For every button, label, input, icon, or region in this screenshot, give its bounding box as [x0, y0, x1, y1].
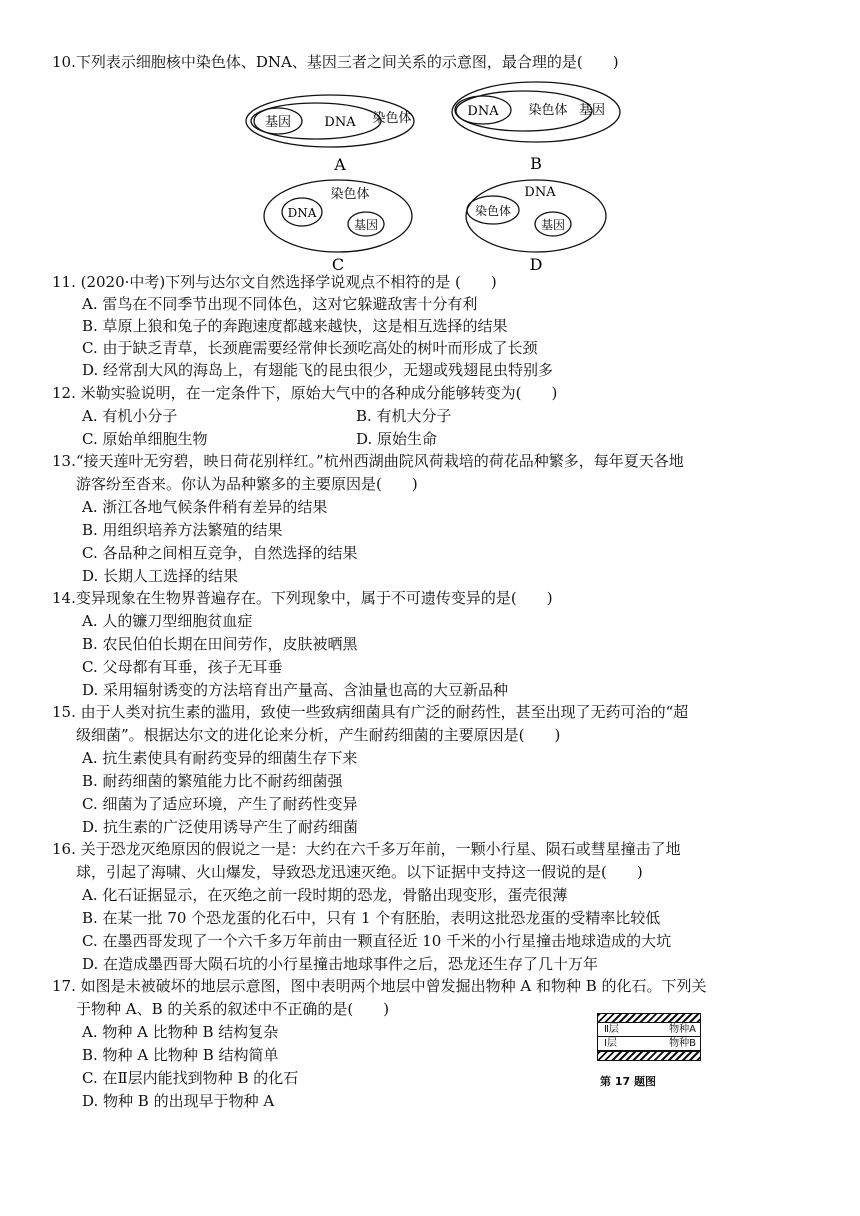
diagram-b-inner: DNA — [467, 104, 499, 119]
q13-option-c: C. 各品种之间相互竞争，自然选择的结果 — [82, 544, 358, 562]
q15-option-c: C. 细菌为了适应环境，产生了耐药性变异 — [82, 795, 358, 813]
top-hatch — [597, 1013, 701, 1023]
diagram-c — [264, 180, 412, 274]
q13-stem-line2: 游客纷至沓来。你认为品种繁多的主要原因是( ) — [76, 475, 418, 493]
q15-stem-line2: 级细菌”。根据达尔文的进化论来分析，产生耐药细菌的主要原因是( ) — [76, 726, 561, 744]
layer-1 — [597, 1036, 701, 1051]
diagram-a-outer: 染色体 — [372, 111, 412, 126]
diagram-c-left: DNA — [287, 206, 317, 220]
q12-option-a: A. 有机小分子 — [82, 407, 178, 425]
q17-option-a: A. 物种 A 比物种 B 结构复杂 — [82, 1023, 279, 1041]
diagram-c-label: C — [331, 255, 345, 274]
q16-stem-line1: 16. 关于恐龙灭绝原因的假说之一是：大约在六千多万年前，一颗小行星、陨石或彗星撞击了地 — [52, 840, 681, 858]
diagram-c-right: 基因 — [353, 218, 379, 232]
q17-stem-line2: 于物种 A、B 的关系的叙述中不正确的是( ) — [76, 1000, 390, 1018]
q12-option-c: C. 原始单细胞生物 — [82, 430, 208, 448]
q16-option-b: B. 在某一批 70 个恐龙蛋的化石中，只有 1 个有胚胎，表明这批恐龙蛋的受精率比较低 — [82, 909, 661, 927]
q10-stem: 10.下列表示细胞核中染色体、DNA、基因三者之间关系的示意图，最合理的是( ) — [52, 53, 619, 71]
diagram-b-outer: 基因 — [578, 103, 606, 118]
q13-option-b: B. 用组织培养方法繁殖的结果 — [82, 521, 283, 539]
diagram-d-left: 染色体 — [474, 204, 512, 218]
diagram-d — [466, 180, 606, 274]
q10-diagram — [230, 76, 630, 276]
q16-option-a: A. 化石证据显示，在灭绝之前一段时期的恐龙，骨骼出现变形，蛋壳很薄 — [82, 886, 568, 904]
q17-stem-line1: 17. 如图是未被破坏的地层示意图，图中表明两个地层中曾发掘出物种 A 和物种 B 的化石。下列关 — [52, 977, 707, 995]
diagram-d-right: 基因 — [540, 218, 566, 232]
layer-1-label: Ⅰ层 — [604, 1038, 617, 1049]
q13-stem-line1: 13.“接天莲叶无穷碧，映日荷花别样红。”杭州西湖曲院风荷栽培的荷花品种繁多，每年夏天各地 — [52, 452, 684, 470]
layer-1-species: 物种B — [669, 1038, 696, 1049]
q11-option-a: A. 雷鸟在不同季节出现不同体色，这对它躲避敌害十分有利 — [82, 295, 478, 313]
q13-option-d: D. 长期人工选择的结果 — [82, 567, 239, 585]
q11-option-c: C. 由于缺乏青草，长颈鹿需要经常伸长颈吃高处的树叶而形成了长颈 — [82, 339, 538, 357]
diagram-a-middle: DNA — [324, 115, 356, 130]
q15-option-a: A. 抗生素使具有耐药变异的细菌生存下来 — [82, 749, 358, 767]
q17-strata-figure — [597, 1013, 707, 1069]
diagram-a-label: A — [334, 155, 346, 174]
diagram-b-middle: 染色体 — [528, 103, 568, 118]
diagram-b-label: B — [530, 154, 542, 173]
diagram-a-inner: 基因 — [264, 115, 292, 130]
q15-stem-line1: 15. 由于人类对抗生素的滥用，致使一些致病细菌具有广泛的耐药性，甚至出现了无药可治的“超 — [52, 703, 689, 721]
q11-option-d: D. 经常刮大风的海岛上，有翅能飞的昆虫很少，无翅或残翅昆虫特别多 — [82, 361, 554, 379]
q16-stem-line2: 球，引起了海啸、火山爆发，导致恐龙迅速灭绝。以下证据中支持这一假说的是( ) — [76, 863, 643, 881]
layer-2-label: Ⅱ层 — [604, 1024, 619, 1035]
diagram-b — [452, 82, 620, 173]
q11-stem: 11. (2020·中考)下列与达尔文自然选择学说观点不相符的是 ( ) — [52, 273, 497, 291]
q17-option-d: D. 物种 B 的出现早于物种 A — [82, 1092, 275, 1110]
q13-option-a: A. 浙江各地气候条件稍有差异的结果 — [82, 498, 328, 516]
layer-2 — [597, 1023, 701, 1036]
diagram-d-label: D — [529, 255, 543, 274]
q15-option-b: B. 耐药细菌的繁殖能力比不耐药细菌强 — [82, 772, 343, 790]
q14-option-d: D. 采用辐射诱变的方法培育出产量高、含油量也高的大豆新品种 — [82, 681, 509, 699]
q17-figure-caption: 第 17 题图 — [600, 1075, 656, 1088]
layer-2-species: 物种A — [669, 1024, 696, 1035]
q11-option-b: B. 草原上狼和兔子的奔跑速度都越来越快，这是相互选择的结果 — [82, 317, 508, 335]
diagram-c-outer: 染色体 — [330, 187, 370, 202]
q15-option-d: D. 抗生素的广泛使用诱导产生了耐药细菌 — [82, 818, 359, 836]
q12-option-d: D. 原始生命 — [356, 430, 438, 448]
q16-option-c: C. 在墨西哥发现了一个六千多万年前由一颗直径近 10 千米的小行星撞击地球造成的大坑 — [82, 932, 672, 950]
q12-stem: 12. 米勒实验说明，在一定条件下，原始大气中的各种成分能够转变为( ) — [52, 384, 558, 402]
q14-stem: 14.变异现象在生物界普遍存在。下列现象中，属于不可遗传变异的是( ) — [52, 589, 553, 607]
q14-option-a: A. 人的镰刀型细胞贫血症 — [82, 612, 253, 630]
q16-option-d: D. 在造成墨西哥大陨石坑的小行星撞击地球事件之后，恐龙还生存了几十万年 — [82, 955, 599, 973]
q12-option-b: B. 有机大分子 — [356, 407, 452, 425]
diagram-a — [246, 95, 414, 174]
bottom-hatch — [597, 1051, 701, 1061]
q14-option-c: C. 父母都有耳垂，孩子无耳垂 — [82, 658, 283, 676]
diagram-d-outer: DNA — [524, 185, 556, 200]
q17-option-b: B. 物种 A 比物种 B 结构简单 — [82, 1046, 279, 1064]
q17-option-c: C. 在Ⅱ层内能找到物种 B 的化石 — [82, 1069, 299, 1087]
q14-option-b: B. 农民伯伯长期在田间劳作，皮肤被晒黑 — [82, 635, 358, 653]
